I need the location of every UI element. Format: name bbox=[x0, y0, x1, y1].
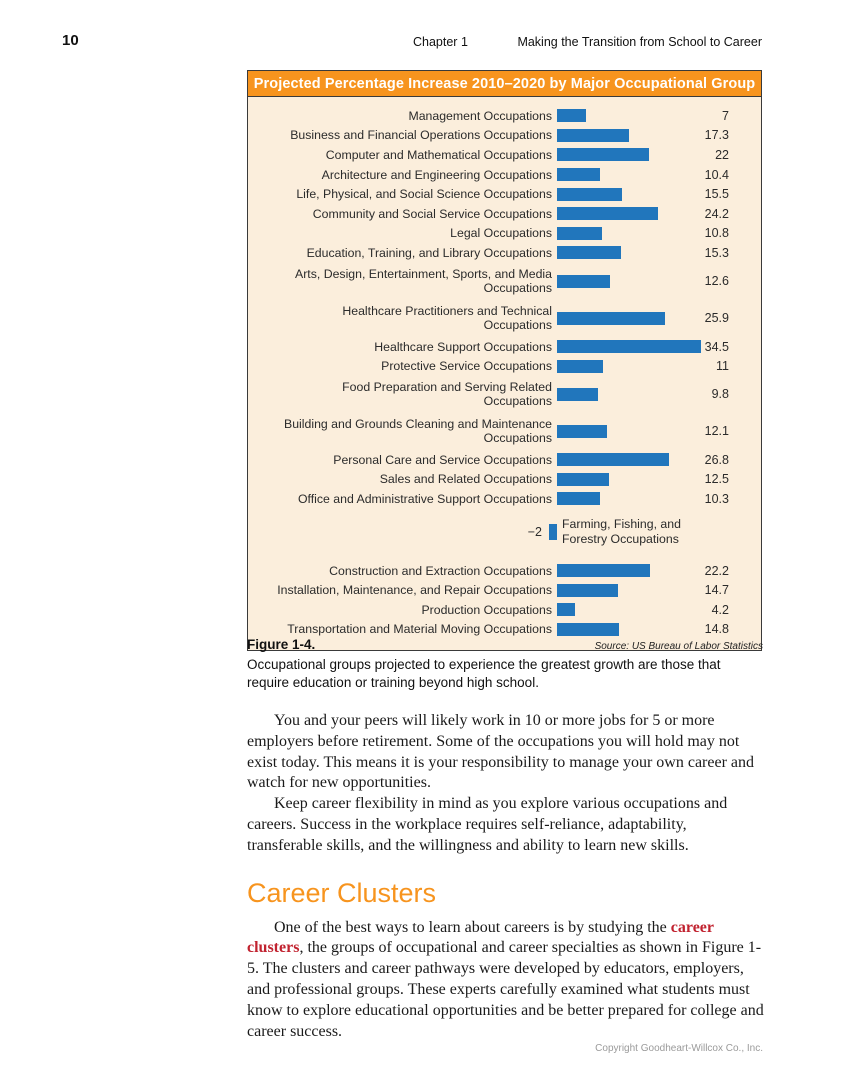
chart-row bbox=[248, 561, 761, 581]
chart-row bbox=[248, 489, 761, 509]
chart-row bbox=[248, 580, 761, 600]
chart-value-label: 7 bbox=[722, 108, 729, 123]
running-head-chapter: Chapter 1 bbox=[413, 35, 468, 49]
chart-value-label: 26.8 bbox=[704, 452, 729, 467]
paragraph-3 bbox=[247, 918, 764, 1043]
chart-category-label: Healthcare Practitioners and Technical Occupations bbox=[342, 304, 552, 333]
chart-row bbox=[248, 376, 761, 413]
running-head-title: Making the Transition from School to Career bbox=[517, 35, 762, 49]
chart-bar bbox=[557, 623, 619, 636]
chart-category-label bbox=[248, 524, 557, 540]
chart-value-label: 12.1 bbox=[704, 424, 729, 439]
chart-value-label: 15.3 bbox=[704, 245, 729, 260]
chart-bar bbox=[557, 246, 621, 259]
chart-row bbox=[248, 470, 761, 490]
chart-value-label: 34.5 bbox=[704, 339, 729, 354]
chart-bar bbox=[557, 388, 598, 401]
figure-source: Source: US Bureau of Labor Statistics bbox=[594, 641, 763, 652]
chart-bar bbox=[557, 312, 665, 325]
figure-caption-block bbox=[247, 637, 763, 691]
chart-value-label: 17.3 bbox=[704, 128, 729, 143]
chart-category-label: Architecture and Engineering Occupations bbox=[321, 167, 552, 182]
bar-chart-figure bbox=[247, 70, 762, 651]
chart-body bbox=[247, 97, 762, 651]
chart-category-label: Building and Grounds Cleaning and Maintenance Occupations bbox=[284, 417, 552, 446]
chart-bar bbox=[557, 188, 622, 201]
chart-category-label: Life, Physical, and Social Science Occupations bbox=[296, 187, 552, 202]
chart-category-label: Personal Care and Service Occupations bbox=[333, 452, 552, 467]
chart-value-label: 10.3 bbox=[704, 491, 729, 506]
figure-caption-text: Occupational groups projected to experience the greatest growth are those that require education or training beyond high school. bbox=[247, 657, 721, 690]
chart-row bbox=[248, 204, 761, 224]
page-number: 10 bbox=[62, 32, 79, 49]
chart-category-label: Legal Occupations bbox=[450, 226, 552, 241]
figure-label: Figure 1-4. bbox=[247, 637, 316, 652]
chart-value-label: 22 bbox=[715, 147, 729, 162]
chart-bar bbox=[557, 275, 610, 288]
paragraph-3-rest: , the groups of occupational and career specialties as shown in Figure 1-5. The clusters and career pathways were developed by educators, employers, and professional groups. These experts carefully examined what students must know to explore educational opportunities and be better prepared for college and career success. bbox=[247, 939, 764, 1040]
chart-value-label: 4.2 bbox=[711, 602, 729, 617]
chart-category-label: Community and Social Service Occupations bbox=[312, 206, 552, 221]
paragraph-3-lead: One of the best ways to learn about careers is by studying the bbox=[274, 918, 671, 936]
chart-row bbox=[248, 126, 761, 146]
chart-bar bbox=[557, 584, 618, 597]
chart-row bbox=[248, 263, 761, 300]
chart-category-label: Transportation and Material Moving Occupations bbox=[287, 622, 552, 637]
chart-row bbox=[248, 515, 761, 549]
chart-row bbox=[248, 224, 761, 244]
body-copy bbox=[247, 711, 764, 1042]
chart-bar bbox=[557, 603, 575, 616]
chart-category-label: Arts, Design, Entertainment, Sports, and Media Occupations bbox=[295, 267, 552, 296]
chart-value-label: 14.8 bbox=[704, 622, 729, 637]
chart-bar bbox=[557, 168, 600, 181]
chart-bar bbox=[557, 492, 600, 505]
chart-category-label: Office and Administrative Support Occupations bbox=[297, 491, 552, 506]
paragraph-2: Keep career flexibility in mind as you explore various occupations and careers. Success in the workplace requires self-reliance, adaptability, transferable skills, and the willingness and ability to learn new skills. bbox=[247, 795, 728, 854]
chart-row bbox=[248, 356, 761, 376]
chart-row bbox=[248, 450, 761, 470]
chart-category-label: Education, Training, and Library Occupations bbox=[306, 245, 552, 260]
chart-row bbox=[248, 145, 761, 165]
paragraph-1: You and your peers will likely work in 10 or more jobs for 5 or more employers before retirement. Some of the occupations you will hold may not exist today. This means it is your responsibility to manage your own career and watch for new opportunities. bbox=[247, 712, 754, 792]
chart-row bbox=[248, 413, 761, 450]
chart-category-label: Sales and Related Occupations bbox=[379, 472, 552, 487]
chart-bar bbox=[557, 227, 602, 240]
chart-value-label: 14.7 bbox=[704, 583, 729, 598]
chart-bar bbox=[557, 109, 586, 122]
chart-value-label: 9.8 bbox=[711, 387, 729, 402]
key-term-career-clusters: career clusters bbox=[247, 918, 714, 957]
chart-value-label: 15.5 bbox=[704, 187, 729, 202]
chart-bar bbox=[557, 425, 607, 438]
chart-category-label: Construction and Extraction Occupations bbox=[329, 563, 552, 578]
chart-value-label: 12.6 bbox=[704, 274, 729, 289]
chart-row bbox=[248, 300, 761, 337]
chart-bar bbox=[557, 148, 649, 161]
chart-value-label: 25.9 bbox=[704, 311, 729, 326]
chart-value-label: 24.2 bbox=[704, 206, 729, 221]
chart-row bbox=[248, 600, 761, 620]
chart-category-label: Food Preparation and Serving Related Occupations bbox=[342, 380, 552, 409]
chart-value-label: 10.4 bbox=[704, 167, 729, 182]
chart-value-label: 22.2 bbox=[704, 563, 729, 578]
chart-row bbox=[248, 106, 761, 126]
chart-category-label: Installation, Maintenance, and Repair Occupations bbox=[277, 583, 552, 598]
chart-row bbox=[248, 165, 761, 185]
chart-category-label: Healthcare Support Occupations bbox=[374, 339, 552, 354]
chart-category-label: Protective Service Occupations bbox=[381, 359, 552, 374]
chart-bar bbox=[557, 453, 669, 466]
chart-row bbox=[248, 337, 761, 357]
chart-category-label: Management Occupations bbox=[408, 108, 552, 123]
chart-title: Projected Percentage Increase 2010–2020 by Major Occupational Group bbox=[247, 70, 762, 97]
chart-bar bbox=[557, 207, 658, 220]
copyright-notice: Copyright Goodheart-Willcox Co., Inc. bbox=[595, 1043, 763, 1054]
section-heading-career-clusters: Career Clusters bbox=[247, 877, 437, 908]
chart-value-label: 12.5 bbox=[704, 472, 729, 487]
chart-bar bbox=[557, 564, 650, 577]
chart-row bbox=[248, 243, 761, 263]
chart-row bbox=[248, 184, 761, 204]
chart-category-label: Farming, Fishing, and Forestry Occupations bbox=[562, 516, 681, 546]
chart-bar bbox=[557, 473, 609, 486]
chart-category-label: Business and Financial Operations Occupations bbox=[290, 128, 552, 143]
chart-value-label: 10.8 bbox=[704, 226, 729, 241]
chart-value-label: −2 bbox=[527, 524, 542, 539]
chart-bar bbox=[557, 360, 603, 373]
chart-category-label: Production Occupations bbox=[421, 602, 552, 617]
chart-category-label: Computer and Mathematical Occupations bbox=[325, 147, 552, 162]
chart-bar bbox=[557, 129, 629, 142]
chart-bar-zone bbox=[557, 515, 729, 549]
chart-value-label: 11 bbox=[716, 359, 729, 374]
chart-bar bbox=[549, 524, 557, 540]
